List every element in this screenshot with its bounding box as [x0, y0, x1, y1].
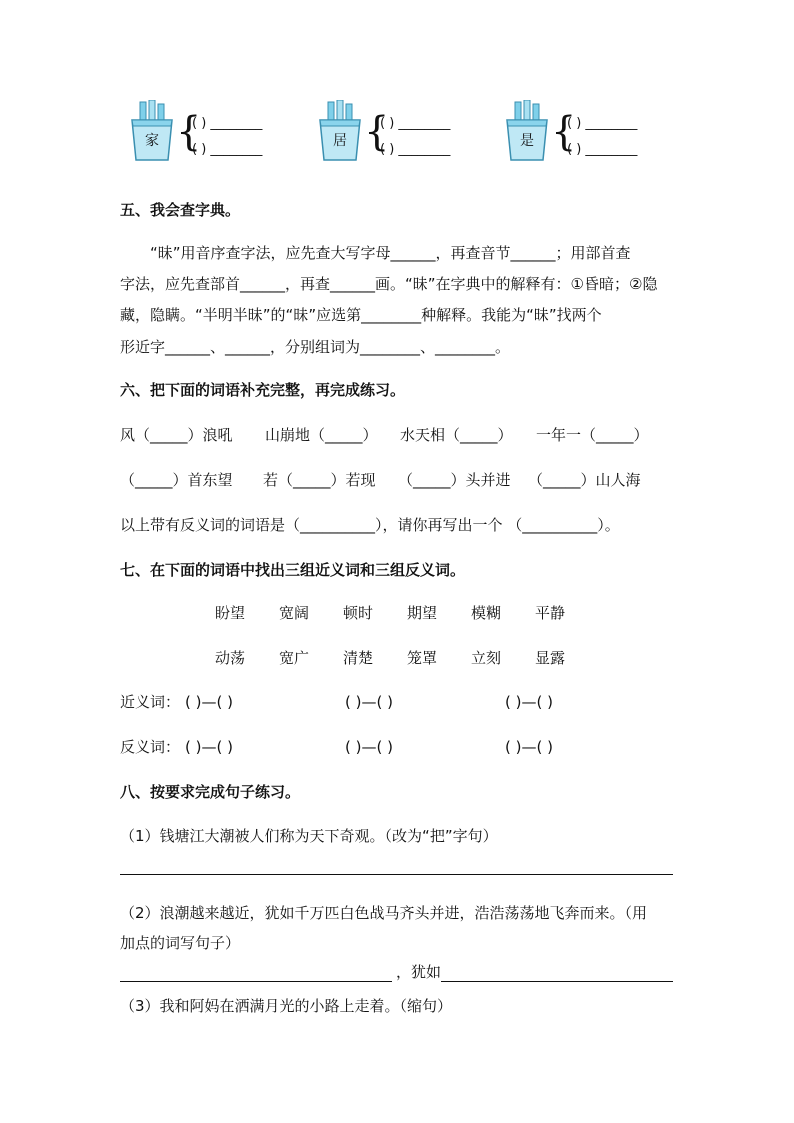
blank-row[interactable]: ( ) ________ [380, 142, 451, 157]
s6-line-3: 以上带有反义词的词语是（__________），请你再写出一个 （__________）。 [120, 516, 620, 534]
s6-word: （_____）头并进 [398, 471, 511, 489]
section-5-heading: 五、我会查字典。 [120, 201, 241, 219]
antonym-pair[interactable]: ( )—( ) [345, 738, 393, 756]
blank-row[interactable]: ( ) ________ [567, 116, 638, 131]
question-3: （3）我和阿妈在洒满月光的小路上走着。（缩句） [120, 997, 453, 1015]
antonym-pair[interactable]: ( )—( ) [185, 738, 233, 756]
cup-character: 是 [520, 133, 534, 149]
s5-line-2: 字法，应先查部首______，再查______画。“昧”在字典中的解释有：①昏暗；②隐 [120, 275, 658, 293]
s6-word: 风（_____）浪吼 [120, 426, 233, 444]
answer-line[interactable] [120, 981, 392, 982]
antonym-pair[interactable]: ( )—( ) [505, 738, 553, 756]
s6-word: 若（_____）若现 [263, 471, 376, 489]
answer-line[interactable] [120, 874, 673, 875]
s7-word: 平静 [535, 604, 566, 622]
cup-character: 家 [145, 133, 159, 149]
antonym-label: 反义词： [120, 738, 181, 756]
s6-word: 一年一（_____） [536, 426, 649, 444]
s7-word: 期望 [407, 604, 438, 622]
s5-line-1: “昧”用音序查字法，应先查大写字母______，再查音节______；用部首查 [150, 244, 631, 262]
s7-word: 清楚 [343, 649, 374, 667]
synonym-pair[interactable]: ( )—( ) [345, 693, 393, 711]
s7-word: 宽广 [279, 649, 310, 667]
s6-word: 山崩地（_____） [265, 426, 378, 444]
brace: { [551, 109, 577, 155]
s7-word: 动荡 [215, 649, 246, 667]
section-8-heading: 八、按要求完成句子练习。 [120, 783, 301, 801]
blank-row[interactable]: ( ) ________ [380, 116, 451, 131]
question-2-line-2: 加点的词写句子） [120, 934, 241, 952]
s7-word: 立刻 [471, 649, 502, 667]
section-7-heading: 七、在下面的词语中找出三组近义词和三组反义词。 [120, 561, 466, 579]
s5-line-3: 藏，隐瞒。“半明半昧”的“昧”应选第________种解释。我能为“昧”找两个 [120, 306, 602, 324]
question-2-line-1: （2）浪潮越来越近，犹如千万匹白色战马齐头并进，浩浩荡荡地飞奔而来。（用 [120, 904, 648, 922]
s6-word: 水天相（_____） [400, 426, 513, 444]
blank-row[interactable]: ( ) ________ [192, 116, 263, 131]
s7-word: 顿时 [343, 604, 374, 622]
answer-line[interactable] [441, 981, 673, 982]
blank-row[interactable]: ( ) ________ [567, 142, 638, 157]
synonym-pair[interactable]: ( )—( ) [185, 693, 233, 711]
s6-word: （_____）山人海 [528, 471, 641, 489]
brace: { [364, 109, 390, 155]
question-1: （1）钱塘江大潮被人们称为天下奇观。（改为“把”字句） [120, 827, 498, 845]
s7-word: 显露 [535, 649, 566, 667]
brace: { [176, 109, 202, 155]
s5-line-4: 形近字______、______，分别组词为________、________。 [120, 338, 511, 356]
s7-word: 笼罩 [407, 649, 438, 667]
cup-character: 居 [333, 133, 347, 149]
synonym-label: 近义词： [120, 693, 181, 711]
s7-word: 模糊 [471, 604, 502, 622]
synonym-pair[interactable]: ( )—( ) [505, 693, 553, 711]
section-6-heading: 六、把下面的词语补充完整，再完成练习。 [120, 381, 406, 399]
s6-word: （_____）首东望 [120, 471, 233, 489]
connector-text: ，犹如 [396, 963, 442, 981]
s7-word: 盼望 [215, 604, 246, 622]
s7-word: 宽阔 [279, 604, 310, 622]
blank-row[interactable]: ( ) ________ [192, 142, 263, 157]
